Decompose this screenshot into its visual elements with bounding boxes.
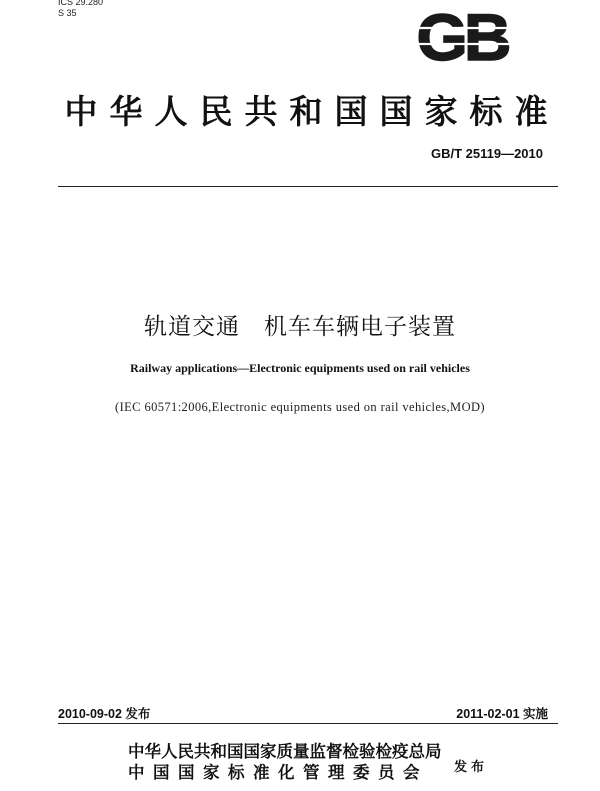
standard-number: GB/T 25119—2010	[430, 146, 543, 161]
iec-reference: (IEC 60571:2006,Electronic equipments used on rail vehicles,MOD)	[115, 400, 485, 414]
chinese-title: 轨道交通 机车车辆电子装置	[144, 314, 456, 340]
standard-category-title: 中华人民共和国国家标准	[64, 92, 560, 131]
english-title: Railway applications—Electronic equipments used on rail vehicles	[130, 361, 470, 375]
top-divider	[58, 186, 558, 187]
bottom-divider	[58, 723, 558, 724]
issuer-aqsiq: 中华人民共和国国家质量监督检验检疫总局	[128, 742, 442, 761]
implementation-date: 2011-02-01 实施	[456, 707, 548, 721]
issue-date: 2010-09-02 发布	[58, 707, 151, 721]
classification-codes	[58, 0, 103, 19]
ccs-code: S 35	[58, 8, 77, 18]
issuing-authorities	[128, 741, 442, 783]
gb-logo-text: GB	[416, 6, 508, 68]
gb-logo	[398, 6, 526, 68]
publish-label: 发布	[454, 760, 489, 775]
issuer-sac: 中国国家标准化管理委员会	[128, 763, 428, 782]
ics-code: ICS 29.280	[58, 0, 104, 7]
